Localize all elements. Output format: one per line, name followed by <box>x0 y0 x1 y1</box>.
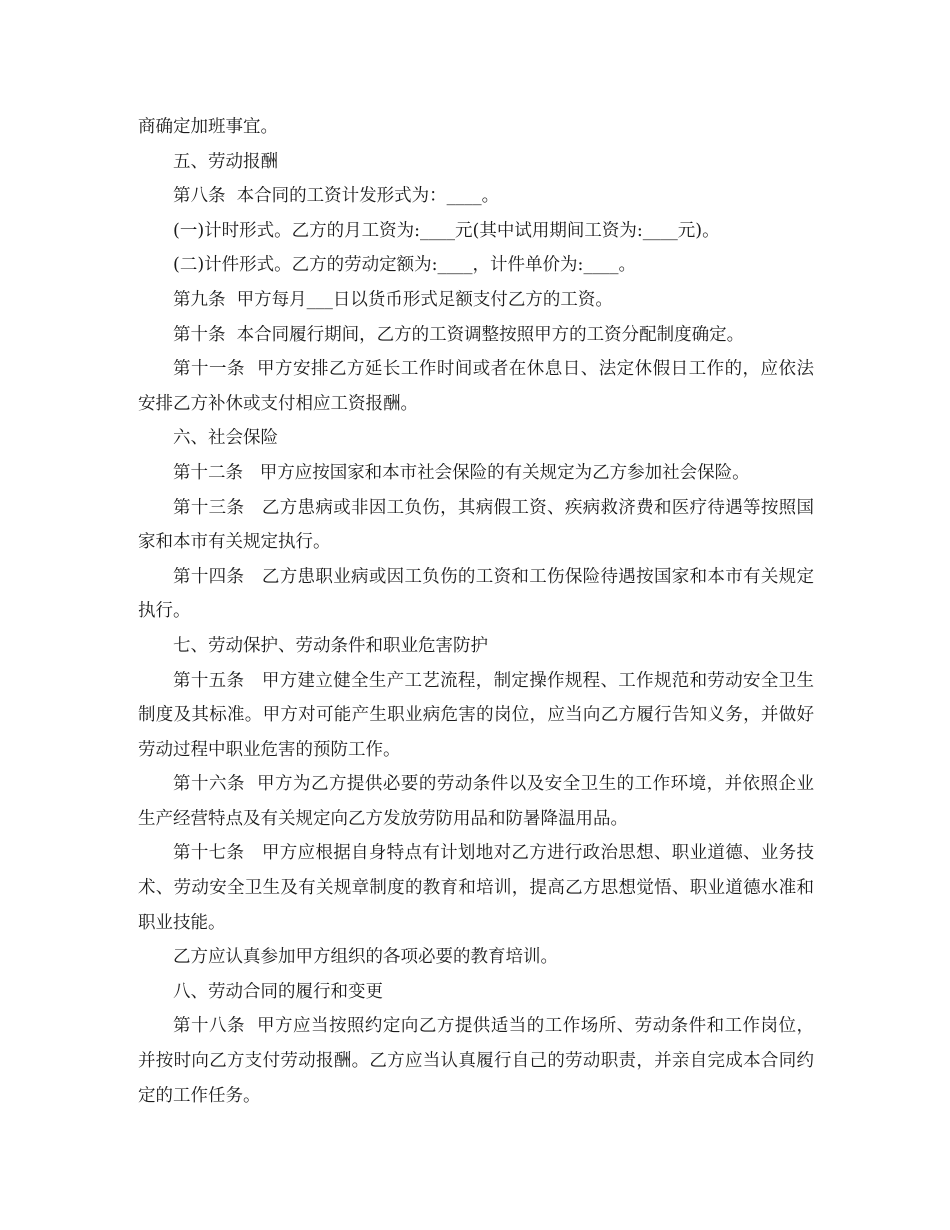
article-16: 第十六条 甲方为乙方提供必要的劳动条件以及安全卫生的工作环境，并依照企业生产经营特点及有关规定向乙方发放劳防用品和防暑降温用品。 <box>138 774 814 829</box>
document-body <box>138 110 814 1113</box>
article-8-item-2: (二)计件形式。乙方的劳动定额为:____，计件单价为:____。 <box>173 255 636 276</box>
article-8: 第八条 本合同的工资计发形式为：____。 <box>173 186 500 207</box>
article-13: 第十三条 乙方患病或非因工负伤，其病假工资、疾病救济费和医疗待遇等按照国家和本市有关规定执行。 <box>138 497 814 553</box>
training-paragraph: 乙方应认真参加甲方组织的各项必要的教育培训。 <box>173 947 558 968</box>
section-heading-contract-performance: 八、劳动合同的履行和变更 <box>173 981 383 1002</box>
article-17: 第十七条 甲方应根据自身特点有计划地对乙方进行政治思想、职业道德、业务技术、劳动安全卫生及有关规章制度的教育和培训，提高乙方思想觉悟、职业道德水准和职业技能。 <box>138 843 814 933</box>
article-9: 第九条 甲方每月___日以货币形式足额支付乙方的工资。 <box>173 289 613 310</box>
section-heading-social-insurance: 六、社会保险 <box>173 428 278 449</box>
article-18: 第十八条 甲方应当按照约定向乙方提供适当的工作场所、劳动条件和工作岗位，并按时向乙方支付劳动报酬。乙方应当认真履行自己的劳动职责，并亲自完成本合同约定的工作任务。 <box>138 1016 814 1106</box>
article-8-item-1: (一)计时形式。乙方的月工资为:____元(其中试用期间工资为:____元)。 <box>173 220 720 241</box>
paragraph-continuation: 商确定加班事宜。 <box>138 117 278 137</box>
article-10: 第十条 本合同履行期间，乙方的工资调整按照甲方的工资分配制度确定。 <box>173 324 745 345</box>
article-15: 第十五条 甲方建立健全生产工艺流程，制定操作规程、工作规范和劳动安全卫生制度及其标准。甲方对可能产生职业病危害的岗位，应当向乙方履行告知义务，并做好劳动过程中职业危害的预防工作。 <box>138 670 814 760</box>
article-12: 第十二条 甲方应按国家和本市社会保险的有关规定为乙方参加社会保险。 <box>173 462 750 483</box>
article-14: 第十四条 乙方患职业病或因工负伤的工资和工伤保险待遇按国家和本市有关规定执行。 <box>138 566 814 622</box>
section-heading-labor-protection: 七、劳动保护、劳动条件和职业危害防护 <box>173 635 488 656</box>
article-11: 第十一条 甲方安排乙方延长工作时间或者在休息日、法定休假日工作的，应依法安排乙方补休或支付相应工资报酬。 <box>138 359 814 414</box>
section-heading-remuneration: 五、劳动报酬 <box>173 151 278 172</box>
